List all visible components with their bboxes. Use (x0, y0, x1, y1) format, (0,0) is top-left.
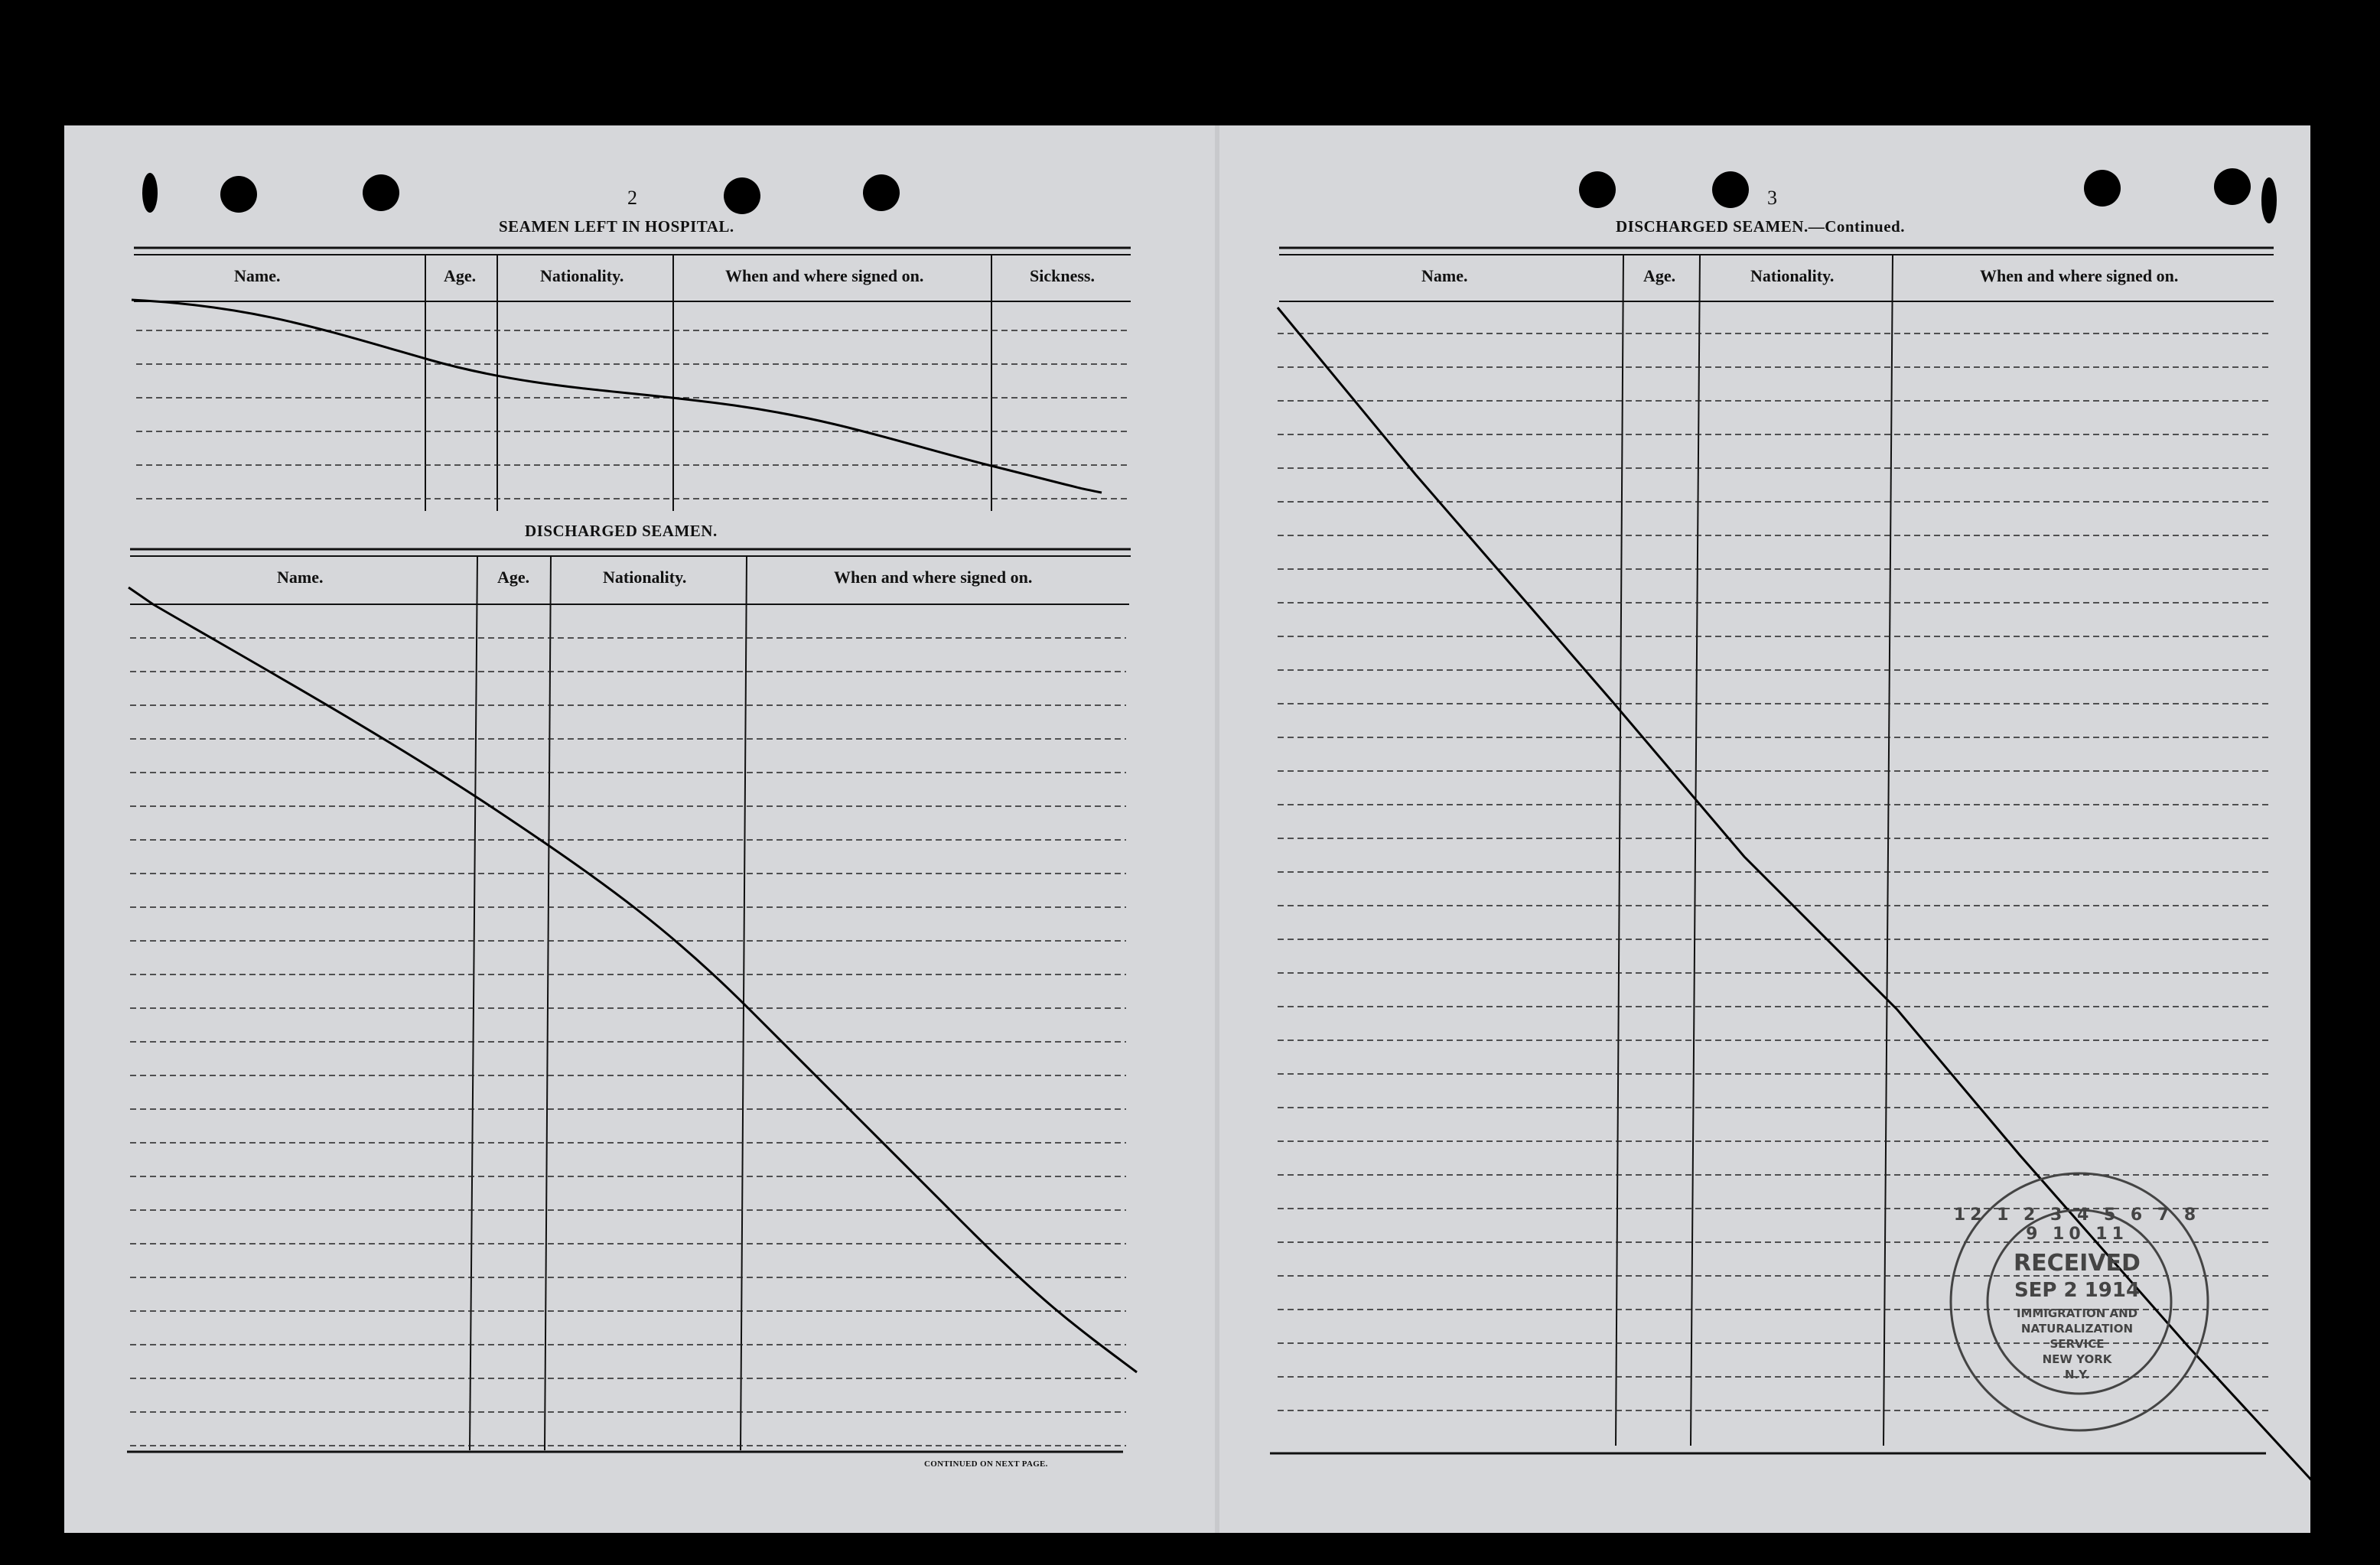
received-stamp (1943, 1170, 2211, 1438)
hospital-col-signed-on: When and where signed on. (725, 266, 924, 285)
stamp-ring-numbers: 12 1 2 3 4 5 6 7 8 9 10 11 (1953, 1205, 2201, 1244)
stamp-line-4: NATURALIZATION (2020, 1322, 2134, 1336)
page-number-right: 3 (1767, 187, 1777, 209)
punch-holes (142, 168, 2277, 223)
stamp-line-6: NEW YORK (2042, 1352, 2112, 1366)
hospital-col-sickness: Sickness. (1030, 266, 1095, 285)
hospital-col-nationality: Nationality. (540, 266, 624, 285)
continued-col-age: Age. (1643, 266, 1676, 285)
page-number-left: 2 (627, 187, 637, 209)
hospital-col-age: Age. (444, 266, 477, 285)
discharged-col-signed-on: When and where signed on. (834, 568, 1033, 587)
discharged-section-title: DISCHARGED SEAMEN. (525, 522, 718, 540)
stamp-line-7: N.Y. (2064, 1368, 2090, 1381)
continued-footer: CONTINUED ON NEXT PAGE. (924, 1459, 1048, 1469)
hospital-section-title: SEAMEN LEFT IN HOSPITAL. (499, 217, 734, 236)
discharged-col-name: Name. (277, 568, 324, 587)
continued-col-name: Name. (1421, 266, 1468, 285)
stamp-line-1: RECEIVED (2014, 1250, 2141, 1277)
hospital-col-name: Name. (234, 266, 281, 285)
stamp-line-5: SERVICE (2050, 1337, 2105, 1351)
continued-col-nationality: Nationality. (1750, 266, 1835, 285)
continued-col-signed-on: When and where signed on. (1980, 266, 2179, 285)
discharged-col-age: Age. (497, 568, 530, 587)
continued-section-title: DISCHARGED SEAMEN.—Continued. (1616, 217, 1905, 236)
stamp-line-3: IMMIGRATION AND (2016, 1306, 2138, 1320)
discharged-col-nationality: Nationality. (603, 568, 687, 587)
stamp-line-2: SEP 2 1914 (2014, 1279, 2141, 1302)
